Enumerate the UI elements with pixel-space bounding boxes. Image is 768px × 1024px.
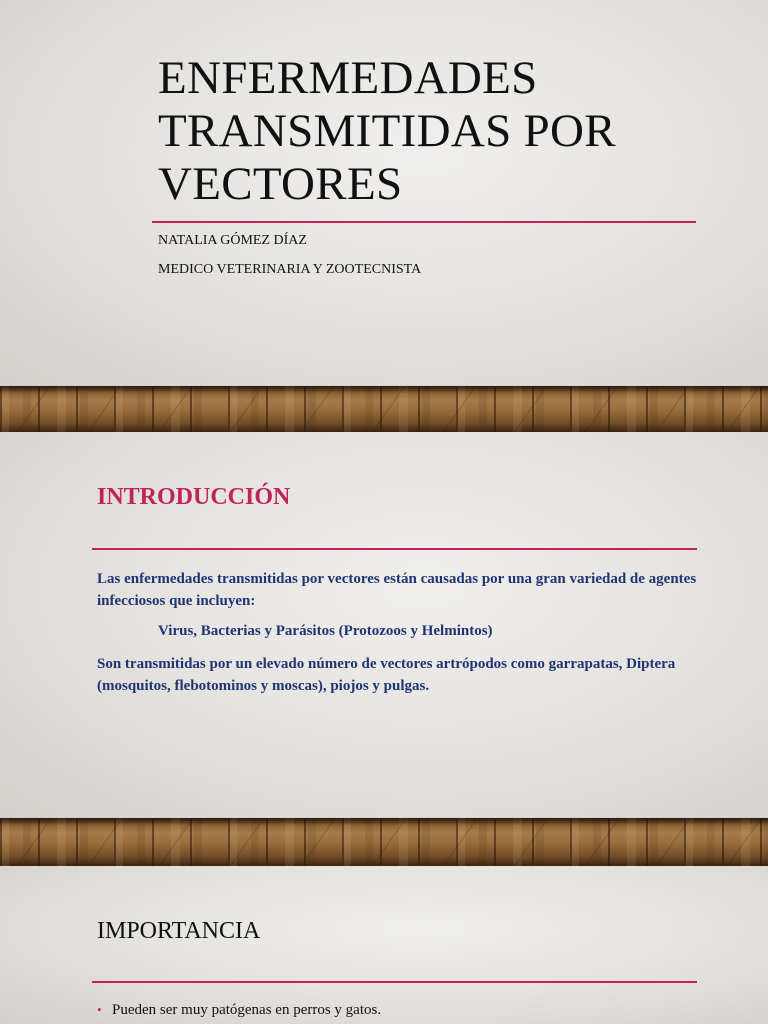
- bullet-text: Pueden ser muy patógenas en perros y gatos.: [112, 1002, 382, 1018]
- intro-paragraph-2: Son transmitidas por un elevado número de vectores artrópodos como garrapatas, Diptera (mosquitos, flebotominos y moscas), piojos y pulgas.: [97, 656, 676, 694]
- bullet-list: [97, 999, 381, 1021]
- intro-indented-line: Virus, Bacterias y Parásitos (Protozoos y Helmintos): [158, 623, 493, 639]
- list-item: [97, 999, 381, 1021]
- wood-floor-band: [0, 818, 768, 866]
- wood-floor-band: [0, 386, 768, 432]
- intro-paragraph-1: Las enfermedades transmitidas por vectores están causadas por una gran variedad de agentes infecciosos que incluyen:: [97, 571, 697, 609]
- heading-divider: [92, 981, 697, 983]
- title-slide: [0, 0, 768, 386]
- heading-divider: [92, 548, 697, 550]
- introduction-slide: [0, 432, 768, 818]
- author-profession: MEDICO VETERINARIA Y ZOOTECNISTA: [158, 262, 422, 277]
- importance-slide: [0, 866, 768, 1024]
- slide-heading: IMPORTANCIA: [97, 918, 261, 944]
- author-name: NATALIA GÓMEZ DÍAZ: [158, 233, 307, 248]
- bullet-icon: •: [97, 1002, 102, 1017]
- title-divider: [152, 221, 696, 223]
- presentation-title: ENFERMEDADES TRANSMITIDAS POR VECTORES: [158, 52, 616, 210]
- slide-heading: INTRODUCCIÓN: [97, 484, 291, 510]
